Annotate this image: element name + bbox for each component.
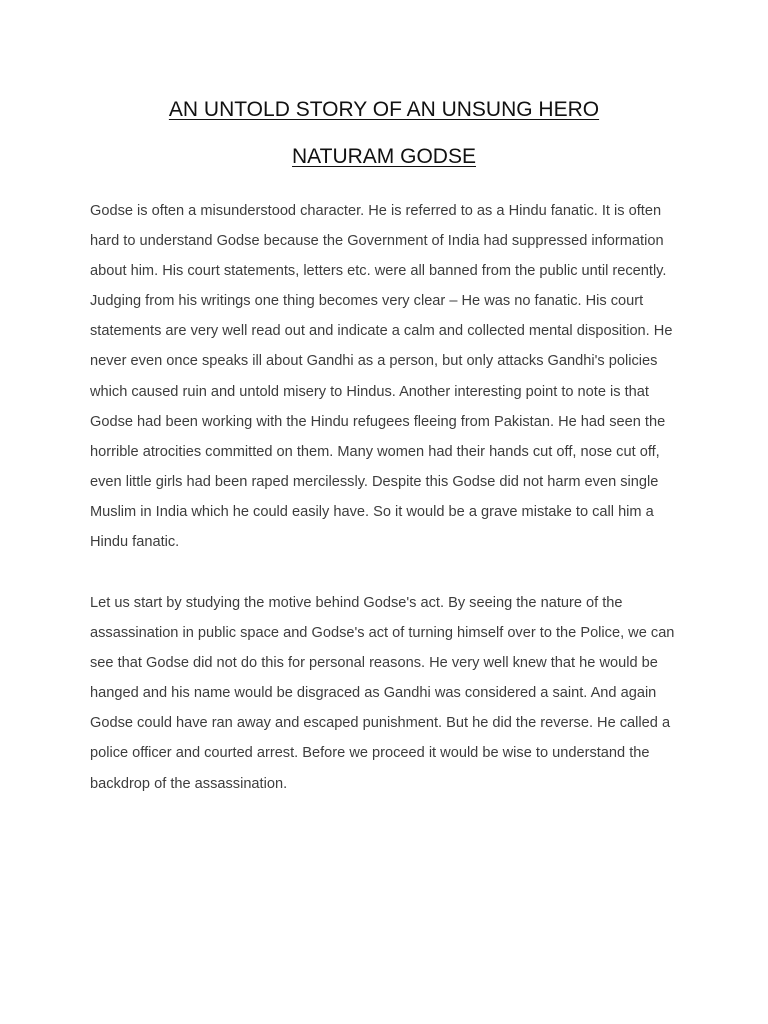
document-title-text: AN UNTOLD STORY OF AN UNSUNG HERO xyxy=(168,98,600,121)
document-subtitle xyxy=(0,145,768,169)
paragraph-1: Godse is often a misunderstood character. He is referred to as a Hindu fanatic. It is often hard to understand Godse because the Government of India had suppressed information about him. His court statements, letters etc. were all banned from the public until recently. Judging from his writings one thing becomes very clear – He was no fanatic. His court statements are very well read out and indicate a calm and collected mental disposition. He never even once speaks ill about Gandhi as a person, but only attacks Gandhi's policies which caused ruin and untold misery to Hindus. Another interesting point to note is that Godse had been working with the Hindu refugees fleeing from Pakistan. He had seen the horrible atrocities committed on them. Many women had their hands cut off, nose cut off, even little girls had been raped mercilessly. Despite this Godse did not harm even single Muslim in India which he could easily have. So it would be a grave mistake to call him a Hindu fanatic. xyxy=(90,203,673,551)
paragraph-2: Let us start by studying the motive behind Godse's act. By seeing the nature of the assassination in public space and Godse's act of turning himself over to the Police, we can see that Godse did not do this for personal reasons. He very well knew that he would be hanged and his name would be disgraced as Gandhi was considered a saint. And again Godse could have ran away and escaped punishment. But he did the reverse. He called a police officer and courted arrest. Before we proceed it would be wise to understand the backdrop of the assassination. xyxy=(90,595,675,792)
document-subtitle-text: NATURAM GODSE xyxy=(292,145,476,168)
document-title xyxy=(0,98,768,122)
